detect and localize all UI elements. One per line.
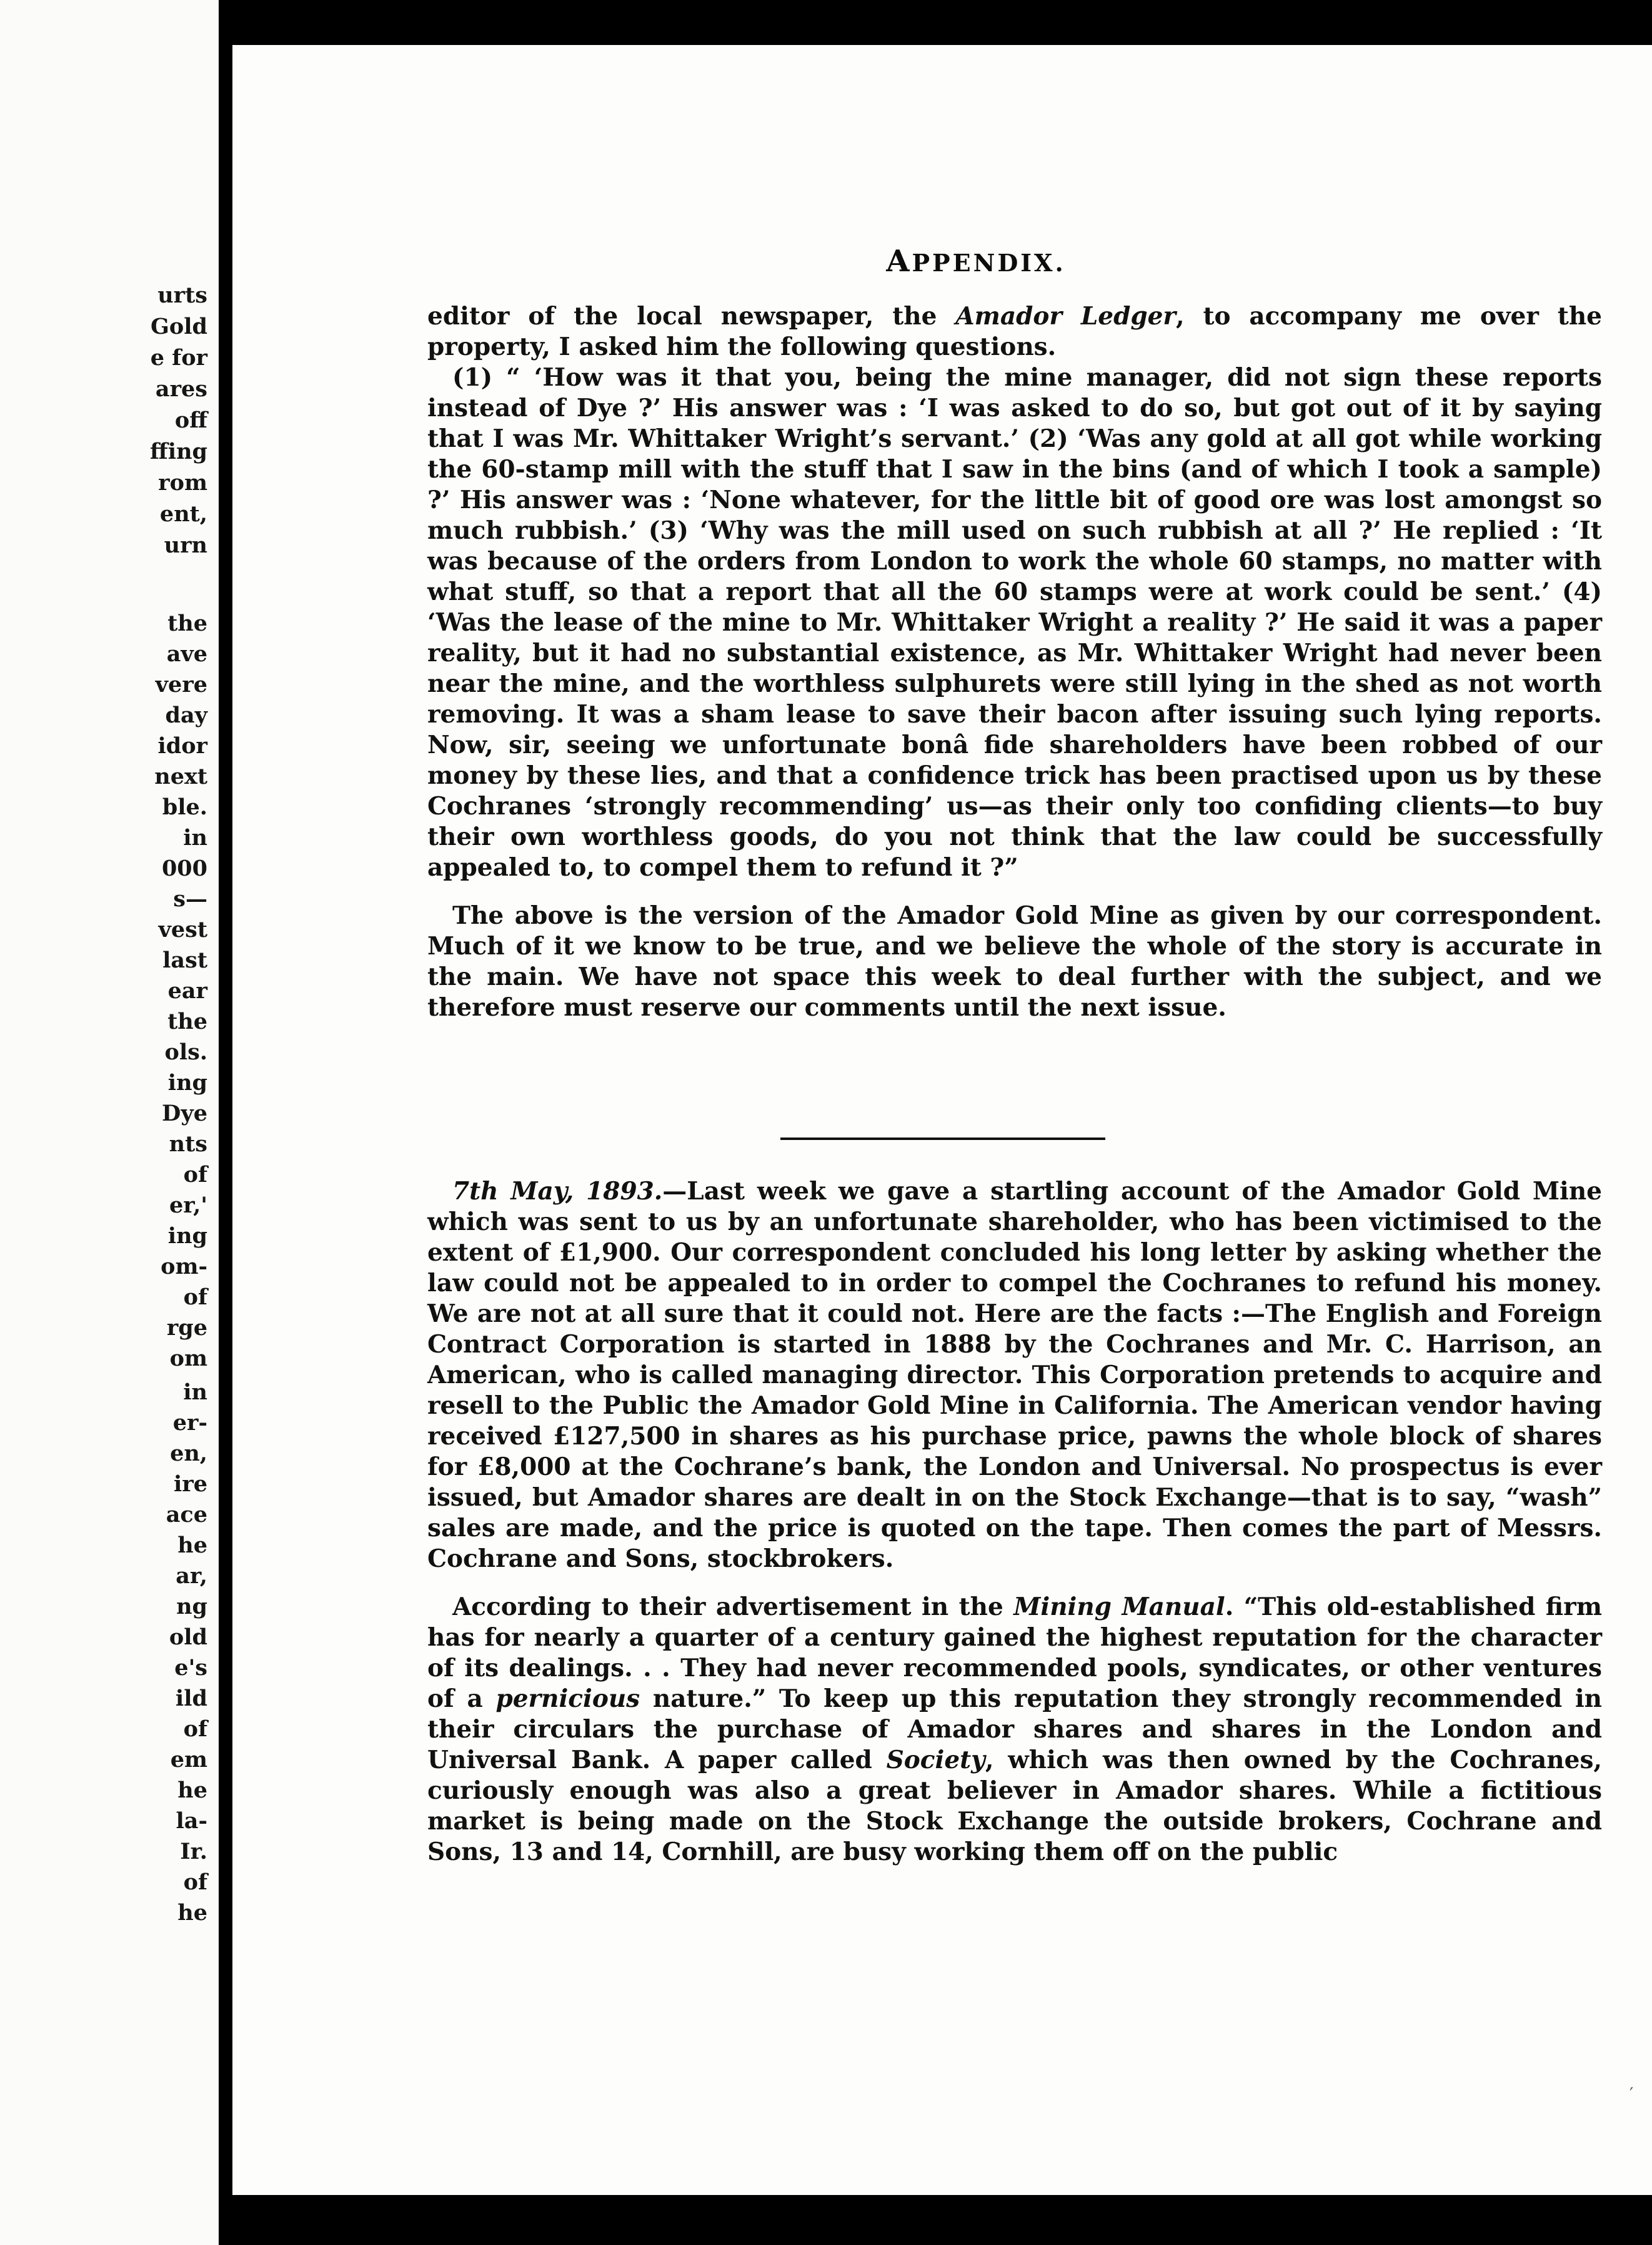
- facing-page-fragment: [0, 0, 219, 2245]
- facing-page-text-fragment: ild: [175, 1686, 207, 1711]
- intro-text-2: , to accompany me over the property, I asked him the following questions.: [427, 302, 1602, 361]
- letter-block: [427, 301, 1602, 1023]
- book-gutter: [219, 0, 232, 2245]
- facing-page-text-fragment: day: [165, 702, 207, 728]
- facing-page-text-fragment: of: [183, 1162, 207, 1188]
- facing-page-text-fragment: ares: [155, 376, 207, 402]
- facing-page-text-fragment: of: [183, 1716, 207, 1742]
- facing-page-text-fragment: the: [167, 1009, 207, 1034]
- society-title: Society: [886, 1746, 985, 1774]
- facing-page-text-fragment: 000: [161, 856, 207, 881]
- facing-page-text-fragment: he: [177, 1900, 207, 1926]
- facing-page-text-fragment: ave: [166, 641, 207, 667]
- facing-page-text-fragment: Dye: [162, 1101, 207, 1126]
- facing-page-text-fragment: om: [169, 1346, 207, 1371]
- facing-page-text-fragment: rge: [166, 1315, 207, 1341]
- paragraph-dated-article: [427, 1176, 1602, 1574]
- facing-page-text-fragment: old: [169, 1624, 207, 1650]
- facing-page-text-fragment: vest: [158, 917, 207, 942]
- facing-page-text-fragment: nts: [169, 1131, 207, 1157]
- page-title-initial: A: [886, 244, 912, 279]
- facing-page-text-fragment: urts: [157, 282, 207, 308]
- facing-page-text-fragment: ng: [176, 1594, 207, 1619]
- article-block: [427, 1176, 1602, 1868]
- facing-page-text-fragment: ing: [167, 1223, 207, 1249]
- facing-page-text-fragment: in: [183, 1379, 207, 1405]
- facing-page-text-fragment: s—: [173, 886, 207, 912]
- facing-page-text-fragment: idor: [157, 733, 207, 759]
- facing-page-text-fragment: e's: [174, 1655, 207, 1681]
- paragraph-editorial: The above is the version of the Amador Gold Mine as given by our correspondent. Much of it we know to be true, and we believe the whole of the story is accurate in the main. We have not space this week to deal further with the subject, and we therefore must reserve our comments until the next issue.: [427, 901, 1602, 1022]
- facing-page-text-fragment: he: [177, 1778, 207, 1803]
- page-title: [814, 244, 1138, 279]
- intro-text-1: editor of the local newspaper, the: [427, 302, 956, 331]
- facing-page-text-fragment: ace: [166, 1502, 207, 1528]
- facing-page-text-fragment: vere: [155, 672, 207, 698]
- article-date: 7th May, 1893.: [452, 1177, 663, 1206]
- page-title-rest: PPENDIX.: [912, 249, 1066, 277]
- section-divider: [780, 1138, 1105, 1140]
- facing-page-text-fragment: la-: [176, 1808, 207, 1834]
- advert-text-4: , which was then owned by the Cochranes, curiously enough was also a great believer in Amador shares. While a fictitious market is being made on the Stock Exchange the outside brokers, Cochrane and Sons, 13 and 14, Cornhill, are busy working them off on the public: [427, 1746, 1602, 1866]
- advert-text-3: nature.” To keep up this reputation they strongly recommended in their circulars the purchase of Amador shares and shares in the London and Universal Bank. A paper called: [427, 1684, 1602, 1774]
- advert-text-2: . “This old-established firm has for nearly a quarter of a century gained the highest reputation for the character of its dealings. . . They had never recommended pools, syndicates, or other ventures of a: [427, 1592, 1602, 1713]
- facing-page-text-fragment: e for: [150, 345, 207, 371]
- facing-page-text-fragment: in: [183, 825, 207, 851]
- advert-text-1: According to their advertisement in the: [452, 1592, 1014, 1621]
- facing-page-text-fragment: ar,: [176, 1563, 207, 1589]
- paragraph-questions: (1) “ ‘How was it that you, being the mine manager, did not sign these reports instead of Dye ?’ His answer was : ‘I was asked to do so, but got out of it by saying that I was Mr. Whittaker Wright’s servant.’ (2) ‘Was any gold at all got while working the 60-stamp mill with the stuff that I saw in the bins (and of which I took a sample) ?’ His answer was : ‘None whatever, for the little bit of good ore was lost amongst so much rubbish.’ (3) ‘Why was the mill used on such rubbish at all ?’ He replied : ‘It was because of the orders from London to work the whole 60 stamps, no matter with what stuff, so that a report that all the 60 stamps were at work could be sent.’ (4) ‘Was the lease of the mine to Mr. Whittaker Wright a reality ?’ He said it was a paper reality, but it had no substantial existence, as Mr. Whittaker Wright had never been near the mine, and the worthless sulphurets were still lying in the shed as not worth removing. It was a sham lease to save their bacon after issuing such lying reports. Now, sir, seeing we unfortunate bonâ fide shareholders have been robbed of our money by these lies, and that a confidence trick has been practised upon us by these Cochranes ‘strongly recommending’ us—as their only too confiding clients—to buy their own worthless goods, do you not think that the law could be successfully appealed to, to compel them to refund it ?”: [427, 363, 1602, 882]
- facing-page-text-fragment: ols.: [164, 1039, 207, 1065]
- facing-page-text-fragment: urn: [164, 532, 207, 558]
- pernicious-italic: pernicious: [495, 1684, 640, 1713]
- corner-mark: ′: [1630, 2084, 1634, 2104]
- article-text: —Last week we gave a startling account of the Amador Gold Mine which was sent to us by an unfortunate shareholder, who has been victimised to the extent of £1,900. Our correspondent concluded his long letter by asking whether the law could not be appealed to in order to compel the Cochranes to refund his money. We are not at all sure that it could not. Here are the facts :—The English and Foreign Contract Corporation is started in 1888 by the Cochranes and Mr. C. Harrison, an American, who is called managing director. This Corporation pretends to acquire and resell to the Public the Amador Gold Mine in California. The American vendor having received £127,500 in shares as his purchase price, pawns the whole block of shares for £8,000 at the Cochrane’s bank, the London and Universal. No prospectus is ever issued, but Amador shares are dealt in on the Stock Exchange—that is to say, “wash” sales are made, and the price is quoted on the tape. Then comes the part of Messrs. Cochrane and Sons, stockbrokers.: [427, 1177, 1602, 1573]
- facing-page-text-fragment: en,: [170, 1441, 207, 1466]
- facing-page-text-fragment: ffing: [150, 439, 207, 464]
- facing-page-text-fragment: om-: [161, 1254, 207, 1279]
- facing-page-text-fragment: he: [177, 1532, 207, 1558]
- facing-page-text-fragment: the: [167, 611, 207, 636]
- facing-page-text-fragment: of: [183, 1284, 207, 1310]
- facing-page-text-fragment: rom: [158, 470, 207, 496]
- facing-page-text-fragment: ear: [167, 978, 207, 1004]
- facing-page-text-fragment: ire: [173, 1471, 207, 1497]
- facing-page-text-fragment: er,': [169, 1192, 207, 1218]
- facing-page-text-fragment: Gold: [150, 314, 207, 339]
- paragraph-intro: [427, 301, 1602, 362]
- facing-page-text-fragment: ble.: [162, 794, 207, 820]
- newspaper-name: Amador Ledger: [955, 302, 1176, 331]
- mining-manual-title: Mining Manual: [1013, 1592, 1225, 1621]
- facing-page-text-fragment: ent,: [159, 501, 207, 527]
- page: [232, 45, 1652, 2195]
- facing-page-text-fragment: next: [154, 764, 207, 789]
- facing-page-text-fragment: er-: [172, 1410, 207, 1436]
- facing-page-text-fragment: of: [183, 1869, 207, 1895]
- facing-page-text-fragment: last: [162, 948, 207, 973]
- facing-page-text-fragment: off: [174, 408, 207, 433]
- facing-page-text-fragment: ing: [167, 1070, 207, 1096]
- paragraph-advertisement: [427, 1592, 1602, 1868]
- facing-page-text-fragment: em: [170, 1747, 207, 1772]
- facing-page-text-fragment: Ir.: [180, 1839, 207, 1864]
